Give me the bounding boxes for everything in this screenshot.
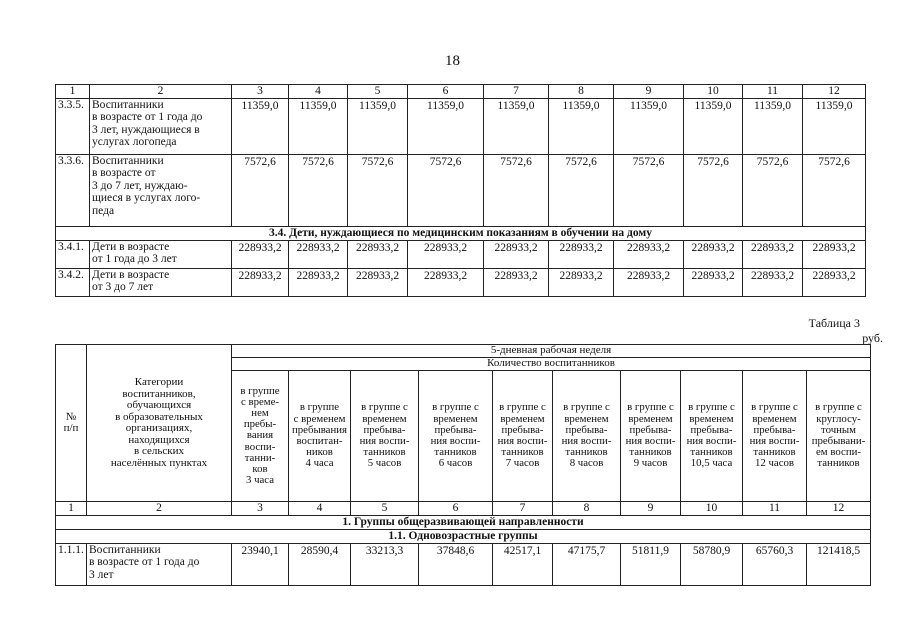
col-num-cell: 9 [621, 502, 681, 516]
value-cell: 228933,2 [484, 268, 549, 296]
table-caption: Таблица 3 [808, 316, 860, 330]
col-num-cell: 5 [351, 502, 419, 516]
header-line: временем [752, 412, 797, 425]
value-cell: 33213,3 [351, 543, 419, 585]
category-line: Воспитанники [92, 98, 164, 111]
header-line: танников [690, 446, 733, 459]
value-cell: 11359,0 [289, 98, 348, 154]
group-header [621, 371, 681, 502]
row-category [90, 240, 232, 268]
col-num-cell: 2 [90, 85, 232, 99]
value-cell: 11359,0 [484, 98, 549, 154]
header-line: пребыва- [434, 423, 477, 436]
header-line: 9 часов [633, 457, 668, 470]
header-line: п/п [63, 422, 79, 434]
category-line: от 1 года до 3 лет [92, 253, 177, 265]
continuation-table [55, 84, 866, 297]
value-cell: 7572,6 [803, 154, 866, 226]
header-line: временем [362, 412, 407, 425]
header-line: ния воспи- [625, 435, 676, 447]
header-line: ния воспи- [497, 435, 548, 447]
header-line: временем [628, 412, 673, 425]
col-num-cell: 4 [289, 502, 351, 516]
value-cell: 228933,2 [232, 240, 289, 268]
header-line: танников [363, 446, 406, 459]
row-code: 3.4.2. [56, 268, 90, 296]
header-line: пребыва- [565, 423, 608, 436]
value-cell: 228933,2 [408, 240, 484, 268]
value-cell: 7572,6 [232, 154, 289, 226]
value-cell: 7572,6 [408, 154, 484, 226]
header-line: № [65, 410, 77, 423]
col-num-cell: 3 [232, 502, 289, 516]
row-category [90, 268, 232, 296]
value-cell: 28590,4 [289, 543, 351, 585]
value-cell: 228933,2 [232, 268, 289, 296]
column-number-row [56, 85, 866, 99]
group-header [681, 371, 743, 502]
header-line: пребыва- [363, 423, 406, 436]
value-cell: 228933,2 [484, 240, 549, 268]
col-num-cell: 8 [549, 85, 614, 99]
value-cell: 7572,6 [484, 154, 549, 226]
rates-table [55, 344, 871, 586]
header-line: 4 часа [305, 457, 334, 470]
header-line: 6 часов [438, 457, 473, 470]
value-cell: 11359,0 [803, 98, 866, 154]
col-num-cell: 8 [553, 502, 621, 516]
header-line: с временем [293, 412, 346, 425]
header-line: танников [501, 446, 544, 459]
header-line: 12 часов [754, 457, 794, 470]
value-cell: 47175,7 [553, 543, 621, 585]
value-cell: 228933,2 [549, 240, 614, 268]
header-line: танников [753, 446, 796, 459]
header-line: в образовательных [115, 410, 203, 423]
value-cell: 58780,9 [681, 543, 743, 585]
header-line: 10,5 часа [690, 457, 733, 470]
subsection-title: 1.1. Одновозрастные группы [56, 529, 871, 543]
table-row [56, 98, 866, 154]
row-code: 3.3.5. [56, 98, 90, 154]
header-line: 8 часов [569, 457, 604, 470]
value-cell: 228933,2 [743, 240, 803, 268]
value-cell: 37848,6 [419, 543, 493, 585]
header-line: в группе с [499, 401, 546, 414]
category-line: Дети в возрасте [92, 240, 170, 253]
header-line: ков [252, 463, 268, 475]
category-line: услугах логопеда [92, 136, 177, 148]
row-code: 3.3.6. [56, 154, 90, 226]
value-cell: 121418,5 [807, 543, 871, 585]
value-cell: 11359,0 [743, 98, 803, 154]
header-line: Категории [134, 376, 184, 388]
value-cell: 228933,2 [614, 240, 684, 268]
value-cell: 7572,6 [289, 154, 348, 226]
header-line: пребы- [243, 418, 277, 431]
row-category [90, 154, 232, 226]
category-line: от 3 до 7 лет [92, 281, 154, 293]
header-line: находящихся [128, 433, 190, 446]
value-cell: 228933,2 [684, 240, 743, 268]
header-line: в группе с [432, 401, 479, 414]
table-row [56, 154, 866, 226]
unit-label: руб. [862, 331, 883, 345]
col-num-cell: 7 [484, 85, 549, 99]
value-cell: 7572,6 [743, 154, 803, 226]
value-cell: 228933,2 [289, 268, 348, 296]
header-line: временем [433, 412, 478, 425]
header-line: вания [246, 429, 274, 442]
col-header-number [56, 345, 87, 502]
table-row [56, 240, 866, 268]
group-header [232, 371, 289, 502]
header-line: 7 часов [505, 457, 540, 470]
col-num-cell: 10 [681, 502, 743, 516]
group-header [807, 371, 871, 502]
section-title: 3.4. Дети, нуждающиеся по медицинским показаниям в обучении на дому [56, 226, 866, 240]
header-line: пребывани- [811, 435, 866, 447]
value-cell: 228933,2 [684, 268, 743, 296]
header-line: ния воспи- [359, 435, 410, 447]
header-line: круглосу- [816, 412, 861, 425]
header-line: пребыва- [690, 423, 733, 436]
value-cell: 228933,2 [743, 268, 803, 296]
value-cell: 11359,0 [614, 98, 684, 154]
header-line: нем [251, 406, 269, 419]
value-cell: 11359,0 [408, 98, 484, 154]
value-cell: 11359,0 [348, 98, 408, 154]
header-line: танников [434, 446, 477, 459]
header-line: ем воспи- [816, 446, 861, 459]
group-header [419, 371, 493, 502]
col-num-cell: 6 [419, 502, 493, 516]
header-line: 3 часа [245, 474, 275, 487]
header-line: ния воспи- [686, 435, 737, 447]
category-line: в возрасте от 1 года до [89, 556, 200, 568]
header-line: танни- [244, 451, 276, 464]
header-line: точным [821, 423, 856, 436]
value-cell: 7572,6 [684, 154, 743, 226]
col-num-cell: 1 [56, 502, 87, 516]
col-num-cell: 5 [348, 85, 408, 99]
value-cell: 11359,0 [232, 98, 289, 154]
group-header [553, 371, 621, 502]
header-line: ния воспи- [561, 435, 612, 447]
header-line: воспи- [244, 440, 276, 453]
row-category [90, 98, 232, 154]
category-line: педа [92, 204, 115, 217]
col-num-cell: 11 [743, 85, 803, 99]
category-line: Дети в возрасте [92, 268, 170, 281]
header-line: организациях, [125, 422, 193, 434]
group-header [289, 371, 351, 502]
header-line: временем [689, 412, 734, 425]
section-title: 1. Группы общеразвивающей направленности [56, 515, 871, 529]
value-cell: 228933,2 [614, 268, 684, 296]
header-line: воспитан- [296, 435, 343, 447]
row-category [87, 543, 232, 585]
col-num-cell: 1 [56, 85, 90, 99]
header-line: в группе с [563, 401, 610, 414]
col-num-cell: 12 [803, 85, 866, 99]
page-number: 18 [445, 53, 460, 69]
header-line: в группе с [688, 401, 735, 414]
header-line: в группе с [627, 401, 674, 414]
value-cell: 51811,9 [621, 543, 681, 585]
value-cell: 7572,6 [614, 154, 684, 226]
count-header: Количество воспитанников [232, 358, 871, 371]
category-line: 3 лет [89, 568, 114, 581]
col-num-cell: 7 [493, 502, 553, 516]
header-line: ния воспи- [749, 435, 800, 447]
category-line: щиеся в услугах лого- [92, 192, 201, 204]
category-line: 3 до 7 лет, нуждаю- [92, 179, 188, 192]
value-cell: 228933,2 [803, 268, 866, 296]
value-cell: 42517,1 [493, 543, 553, 585]
table-row [56, 543, 871, 585]
group-header [351, 371, 419, 502]
week-header: 5-дневная рабочая неделя [232, 345, 871, 358]
header-line: танников [565, 446, 608, 459]
header-line: пребыва- [753, 423, 796, 436]
table-row [56, 268, 866, 296]
col-num-cell: 3 [232, 85, 289, 99]
header-line: обучающихся [126, 399, 192, 411]
header-line: населённых пунктах [110, 456, 208, 469]
value-cell: 65760,3 [743, 543, 807, 585]
category-line: Воспитанники [89, 543, 161, 556]
value-cell: 228933,2 [348, 268, 408, 296]
header-line: временем [500, 412, 545, 425]
group-header [743, 371, 807, 502]
header-line: в группе [240, 384, 280, 397]
value-cell: 23940,1 [232, 543, 289, 585]
col-num-cell: 10 [684, 85, 743, 99]
value-cell: 11359,0 [684, 98, 743, 154]
col-header-category [87, 345, 232, 502]
header-line: ников [306, 446, 333, 459]
category-line: в возрасте от [92, 167, 156, 179]
col-num-cell: 6 [408, 85, 484, 99]
row-code: 3.4.1. [56, 240, 90, 268]
group-header [493, 371, 553, 502]
header-line: в группе с [751, 401, 798, 414]
category-line: в возрасте от 1 года до [92, 111, 203, 123]
header-line: танников [817, 457, 860, 470]
category-line: 3 лет, нуждающиеся в [92, 123, 200, 136]
col-num-cell: 4 [289, 85, 348, 99]
row-code: 1.1.1. [56, 543, 87, 585]
column-number-row [56, 502, 871, 516]
value-cell: 7572,6 [549, 154, 614, 226]
category-line: Воспитанники [92, 154, 164, 167]
value-cell: 228933,2 [408, 268, 484, 296]
value-cell: 11359,0 [549, 98, 614, 154]
value-cell: 228933,2 [348, 240, 408, 268]
col-num-cell: 11 [743, 502, 807, 516]
header-line: пребывания [292, 423, 347, 436]
header-line: пребыва- [501, 423, 544, 436]
header-line: в группе с [815, 401, 862, 414]
header-line: 5 часов [367, 457, 402, 470]
col-num-cell: 9 [614, 85, 684, 99]
header-line: с време- [241, 395, 279, 408]
header-line: воспитанников, [122, 387, 196, 400]
header-line: в группе с [361, 401, 408, 414]
header-line: в сельских [134, 445, 184, 457]
col-num-cell: 12 [807, 502, 871, 516]
value-cell: 228933,2 [803, 240, 866, 268]
header-line: ния воспи- [430, 435, 481, 447]
value-cell: 7572,6 [348, 154, 408, 226]
header-line: танников [629, 446, 672, 459]
value-cell: 228933,2 [549, 268, 614, 296]
value-cell: 228933,2 [289, 240, 348, 268]
header-line: в группе [299, 401, 340, 414]
col-num-cell: 2 [87, 502, 232, 516]
header-line: временем [564, 412, 609, 425]
header-line: пребыва- [629, 423, 672, 436]
